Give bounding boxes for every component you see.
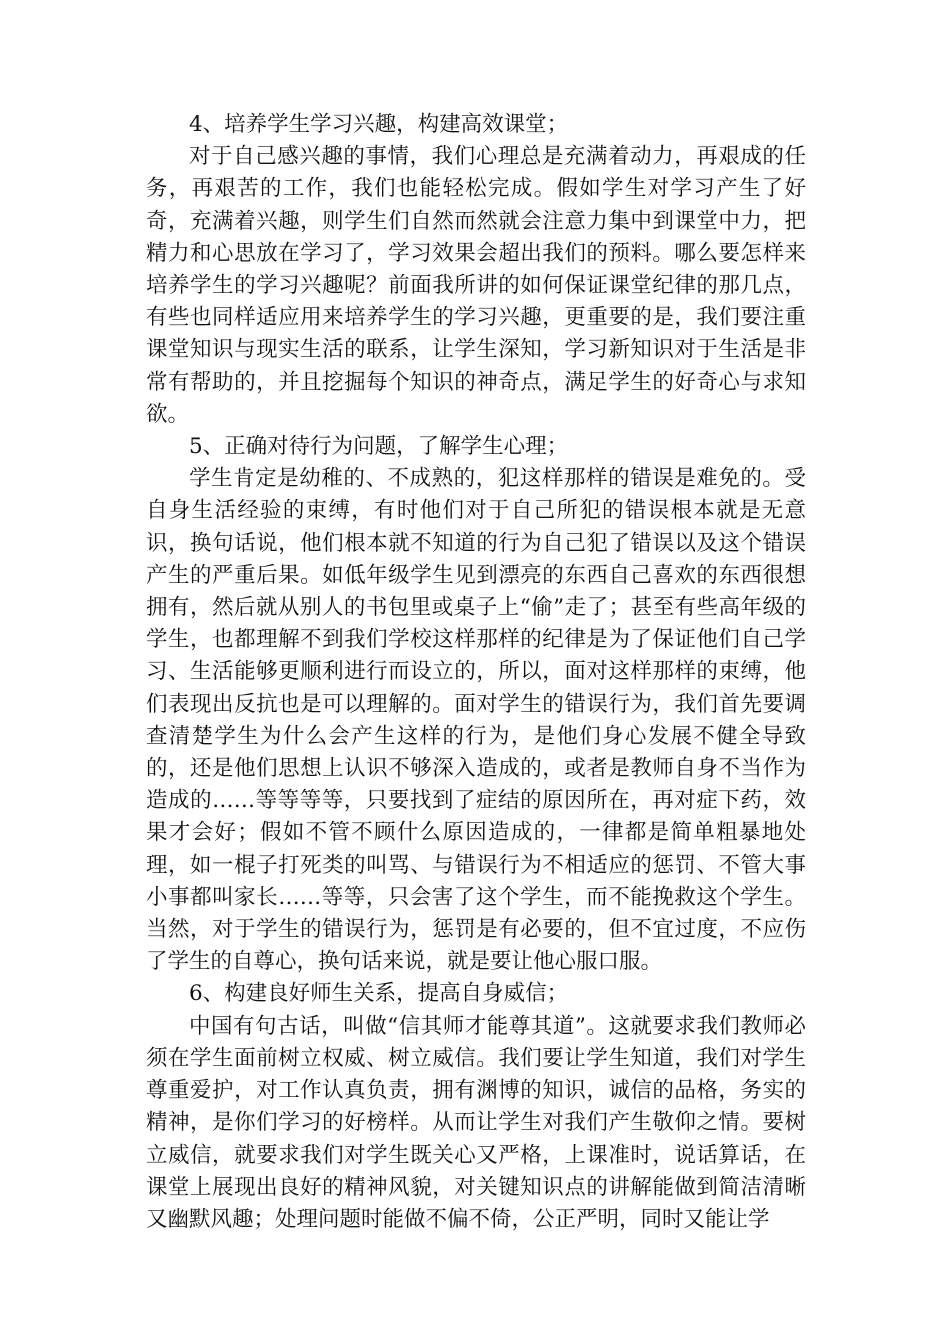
paragraph: 中国有句古话，叫做“信其师才能尊其道”。这就要求我们教师必须在学生面前树立权威、树立威信。我们要让学生知道，我们对学生尊重爱护，对工作认真负责，拥有渊博的知识，诚信的品格，务实的精神，是你们学习的好榜样。从而让学生对我们产生敬仰之情。要树立威信，就要求我们对学生既关心又严格，上课准时，说话算话，在课堂上展现出良好的精神风貌，对关键知识点的讲解能做到简洁清晰又幽默风趣；处理问题时能做不偏不倚，公正严明，同时又能让学 xyxy=(146,1013,806,1232)
section-heading-5: 5、正确对待行为问题，了解学生心理； xyxy=(189,434,569,460)
section-heading-6: 6、构建良好师生关系，提高自身威信； xyxy=(189,981,569,1007)
paragraph: 学生肯定是幼稚的、不成熟的，犯这样那样的错误是难免的。受自身生活经验的束缚，有时他们对于自己所犯的错误根本就是无意识，换句话说，他们根本就不知道的行为自己犯了错误以及这个错误产生的严重后果。如低年级学生见到漂亮的东西自己喜欢的东西很想拥有，然后就从别人的书包里或桌子上“偷”走了；甚至有些高年级的学生，也都理解不到我们学校这样那样的纪律是为了保证他们自己学习、生活能够更顺利进行而设立的，所以，面对这样那样的束缚，他们表现出反抗也是可以理解的。面对学生的错误行为，我们首先要调查清楚学生为什么会产生这样的行为，是他们身心发展不健全导致的，还是他们思想上认识不够深入造成的，或者是教师自身不当作为造成的……等等等等，只要找到了症结的原因所在，再对症下药，效果才会好；假如不管不顾什么原因造成的，一律都是简单粗暴地处理，如一棍子打死类的叫骂、与错误行为不相适应的惩罚、不管大事小事都叫家长……等等，只会害了这个学生，而不能挽救这个学生。当然，对于学生的错误行为，惩罚是有必要的，但不宜过度，不应伤了学生的自尊心，换句话来说，就是要让他心服口服。 xyxy=(146,466,806,975)
document-body xyxy=(146,109,806,1236)
paragraph: 对于自己感兴趣的事情，我们心理总是充满着动力，再艰成的任务，再艰苦的工作，我们也能轻松完成。假如学生对学习产生了好奇，充满着兴趣，则学生们自然而然就会注意力集中到课堂中力，把精力和心思放在学习了，学习效果会超出我们的预料。哪么要怎样来培养学生的学习兴趣呢？前面我所讲的如何保证课堂纪律的那几点，有些也同样适应用来培养学生的学习兴趣，更重要的是，我们要注重课堂知识与现实生活的联系，让学生深知，学习新知识对于生活是非常有帮助的，并且挖掘每个知识的神奇点，满足学生的好奇心与求知欲。 xyxy=(146,144,806,427)
section-heading-4: 4、培养学生学习兴趣，构建高效课堂； xyxy=(189,112,569,137)
